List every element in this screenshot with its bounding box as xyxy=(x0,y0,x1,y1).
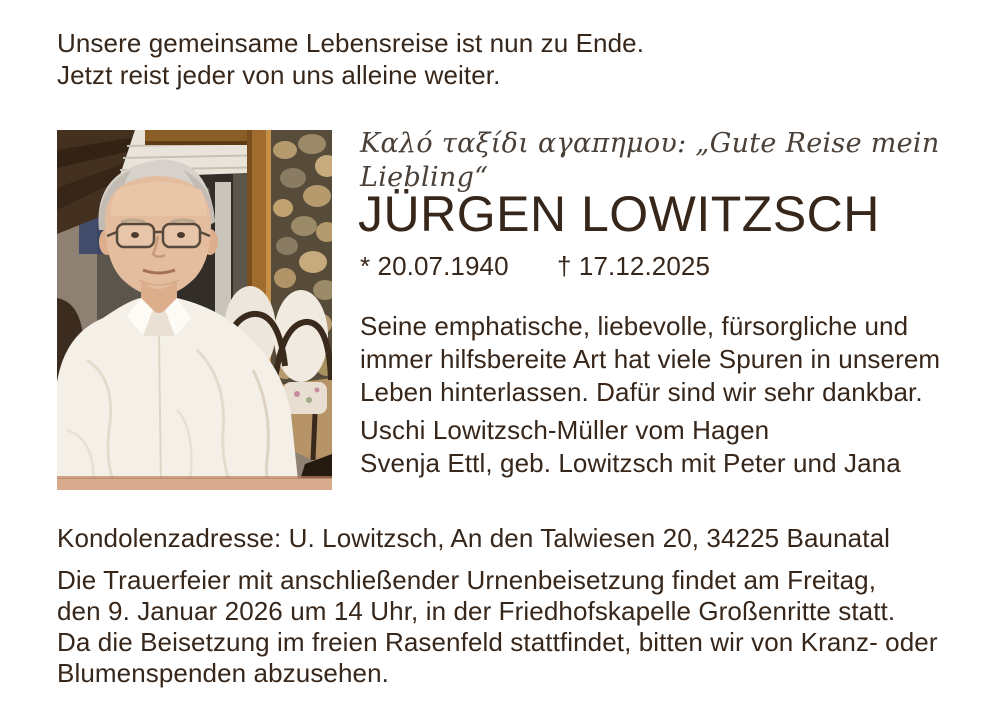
intro-text xyxy=(57,27,644,91)
tribute-line-2: immer hilfsbereite Art hat viele Spuren in unserem xyxy=(360,344,941,374)
death-date: † 17.12.2025 xyxy=(557,251,711,281)
deceased-name: JÜRGEN LOWITZSCH xyxy=(358,186,880,242)
intro-line-1: Unsere gemeinsame Lebensreise ist nun zu Ende. xyxy=(57,28,645,58)
life-dates xyxy=(360,250,920,282)
donation-line-2: Blumenspenden abzusehen. xyxy=(57,658,389,688)
funeral-line-1: Die Trauerfeier mit anschließender Urnenbeisetzung findet am Freitag, xyxy=(57,565,877,595)
mourner-line-2: Svenja Ettl, geb. Lowitzsch mit Peter und Jana xyxy=(360,448,901,478)
funeral-info xyxy=(57,565,895,627)
birth-date: * 20.07.1940 xyxy=(360,251,509,281)
portrait-photo xyxy=(57,130,332,490)
donation-line-1: Da die Beisetzung im freien Rasenfeld stattfindet, bitten wir von Kranz- oder xyxy=(57,627,938,657)
funeral-line-2: den 9. Januar 2026 um 14 Uhr, in der Friedhofskapelle Großenritte statt. xyxy=(57,596,896,626)
donation-note xyxy=(57,627,938,689)
intro-line-2: Jetzt reist jeder von uns alleine weiter. xyxy=(57,60,501,90)
mourner-line-1: Uschi Lowitzsch-Müller vom Hagen xyxy=(360,415,770,445)
tribute-line-1: Seine emphatische, liebevolle, fürsorgliche und xyxy=(360,311,909,341)
farewell-quote: Καλό ταξίδι αγαπημου: „Gute Reise mein Liebling“ xyxy=(360,128,940,193)
tribute-line-3: Leben hinterlassen. Dafür sind wir sehr dankbar. xyxy=(360,377,923,407)
portrait-photo-illustration xyxy=(57,130,332,490)
photo-bottom-band xyxy=(57,478,332,490)
tribute-paragraph xyxy=(360,310,940,409)
condolence-address: Kondolenzadresse: U. Lowitzsch, An den Talwiesen 20, 34225 Baunatal xyxy=(57,523,890,553)
mourners-names xyxy=(360,414,901,480)
